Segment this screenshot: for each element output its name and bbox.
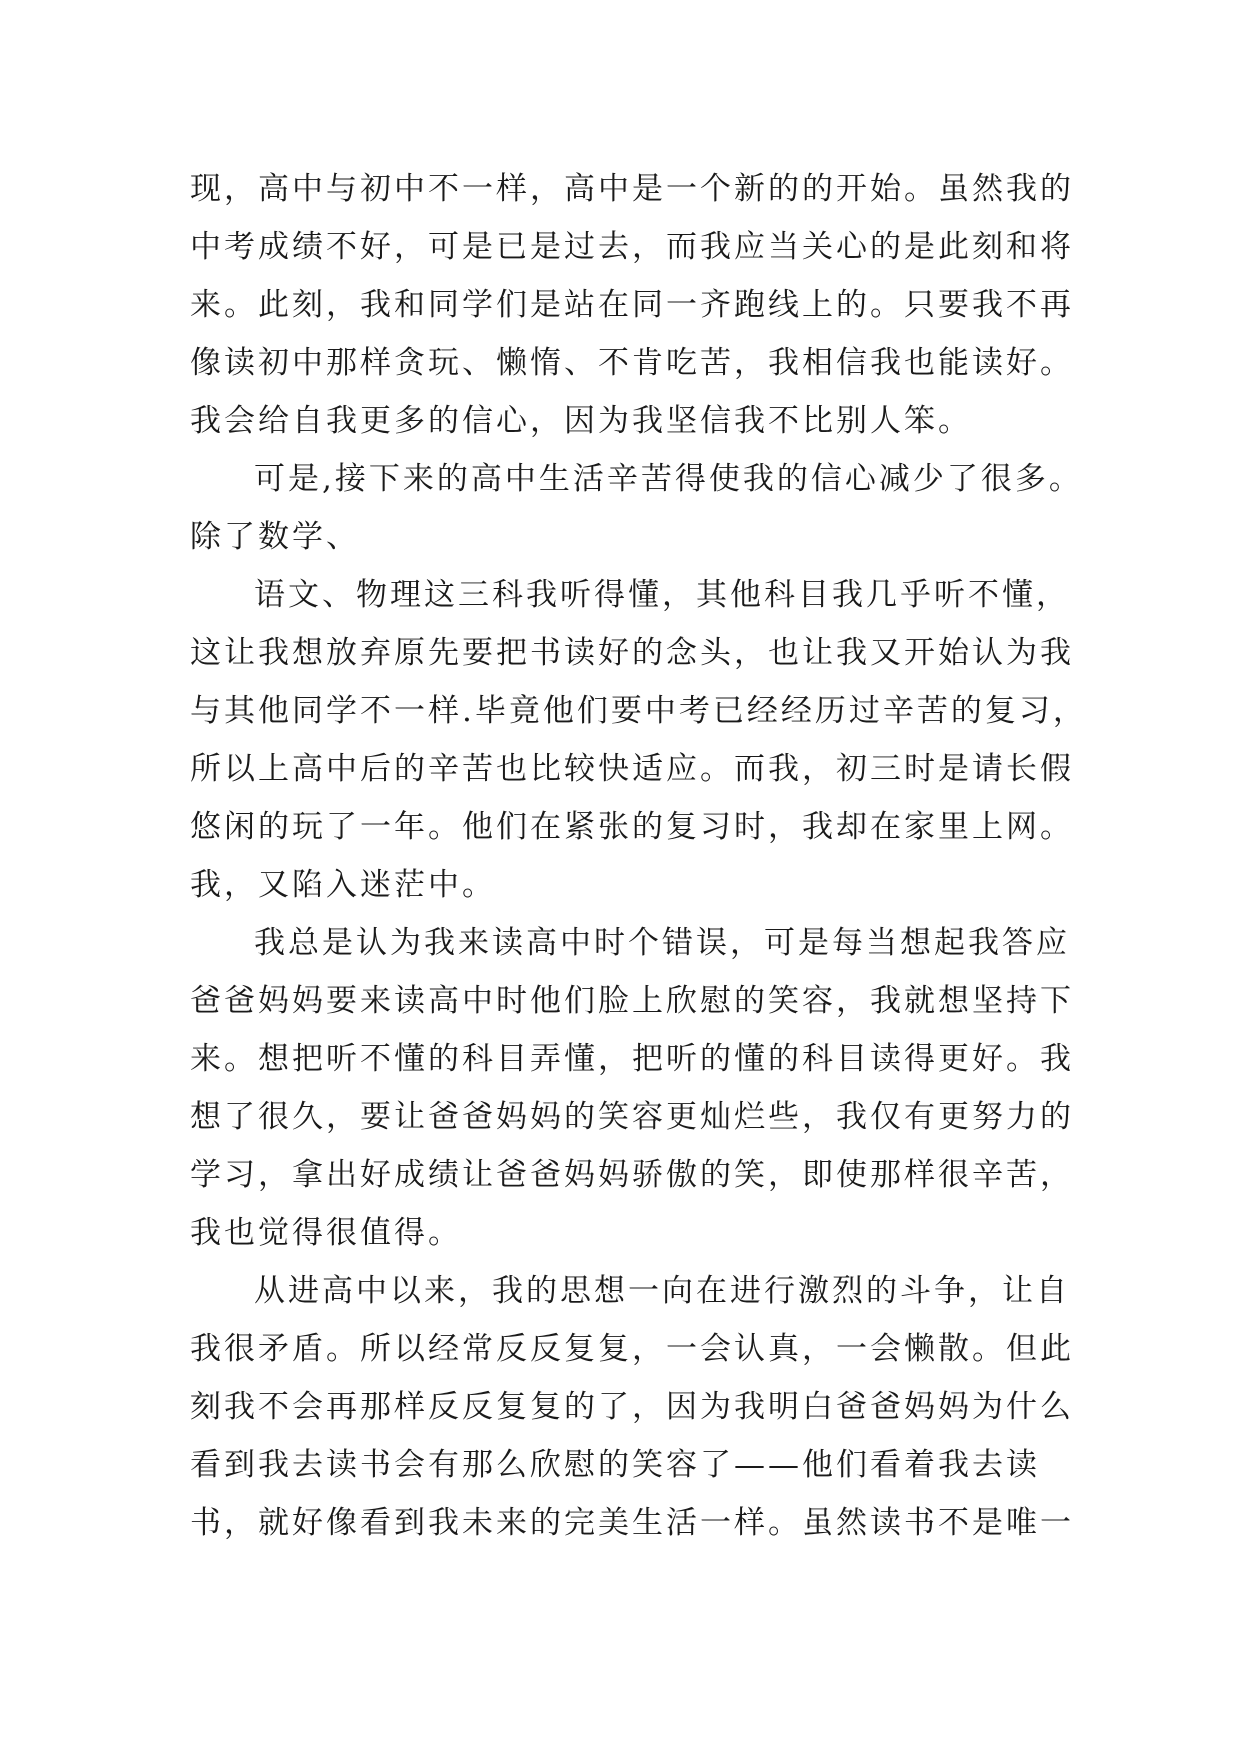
text-line: 悠闲的玩了一年。他们在紧张的复习时，我却在家里上网。: [190, 809, 1074, 845]
text-line: 除了数学、: [190, 519, 360, 555]
text-line: 中考成绩不好，可是已是过去，而我应当关心的是此刻和将: [190, 229, 1074, 265]
text-line: 语文、物理这三科我听得懂，其他科目我几乎听不懂，: [254, 577, 1070, 613]
text-line: 我总是认为我来读高中时个错误，可是每当想起我答应: [254, 925, 1070, 961]
text-line: 从进高中以来，我的思想一向在进行激烈的斗争，让自: [254, 1273, 1070, 1309]
text-line: 现，高中与初中不一样，高中是一个新的的开始。虽然我的: [190, 171, 1074, 207]
text-line: 我会给自我更多的信心，因为我坚信我不比别人笨。: [190, 403, 972, 439]
text-line: 学习，拿出好成绩让爸爸妈妈骄傲的笑，即使那样很辛苦，: [190, 1157, 1074, 1193]
text-line: 我，又陷入迷茫中。: [190, 867, 496, 903]
text-line: 与其他同学不一样.毕竟他们要中考已经经历过辛苦的复习，: [190, 693, 1087, 729]
text-line: 可是,接下来的高中生活辛苦得使我的信心减少了很多。: [254, 461, 1083, 497]
text-line: 想了很久，要让爸爸妈妈的笑容更灿烂些，我仅有更努力的: [190, 1099, 1074, 1135]
text-line: 爸爸妈妈要来读高中时他们脸上欣慰的笑容，我就想坚持下: [190, 983, 1074, 1019]
text-line: 看到我去读书会有那么欣慰的笑容了——他们看着我去读: [190, 1447, 1040, 1483]
text-line: 刻我不会再那样反反复复的了，因为我明白爸爸妈妈为什么: [190, 1389, 1074, 1425]
text-line: 所以上高中后的辛苦也比较快适应。而我，初三时是请长假: [190, 751, 1074, 787]
text-line: 像读初中那样贪玩、懒惰、不肯吃苦，我相信我也能读好。: [190, 345, 1074, 381]
text-line: 来。此刻，我和同学们是站在同一齐跑线上的。只要我不再: [190, 287, 1074, 323]
body-text: [190, 160, 1087, 1552]
text-line: 书，就好像看到我未来的完美生活一样。虽然读书不是唯一: [190, 1505, 1074, 1541]
text-line: 来。想把听不懂的科目弄懂，把听的懂的科目读得更好。我: [190, 1041, 1074, 1077]
text-line: 这让我想放弃原先要把书读好的念头，也让我又开始认为我: [190, 635, 1074, 671]
text-line: 我很矛盾。所以经常反反复复，一会认真，一会懒散。但此: [190, 1331, 1074, 1367]
text-line: 我也觉得很值得。: [190, 1215, 462, 1251]
